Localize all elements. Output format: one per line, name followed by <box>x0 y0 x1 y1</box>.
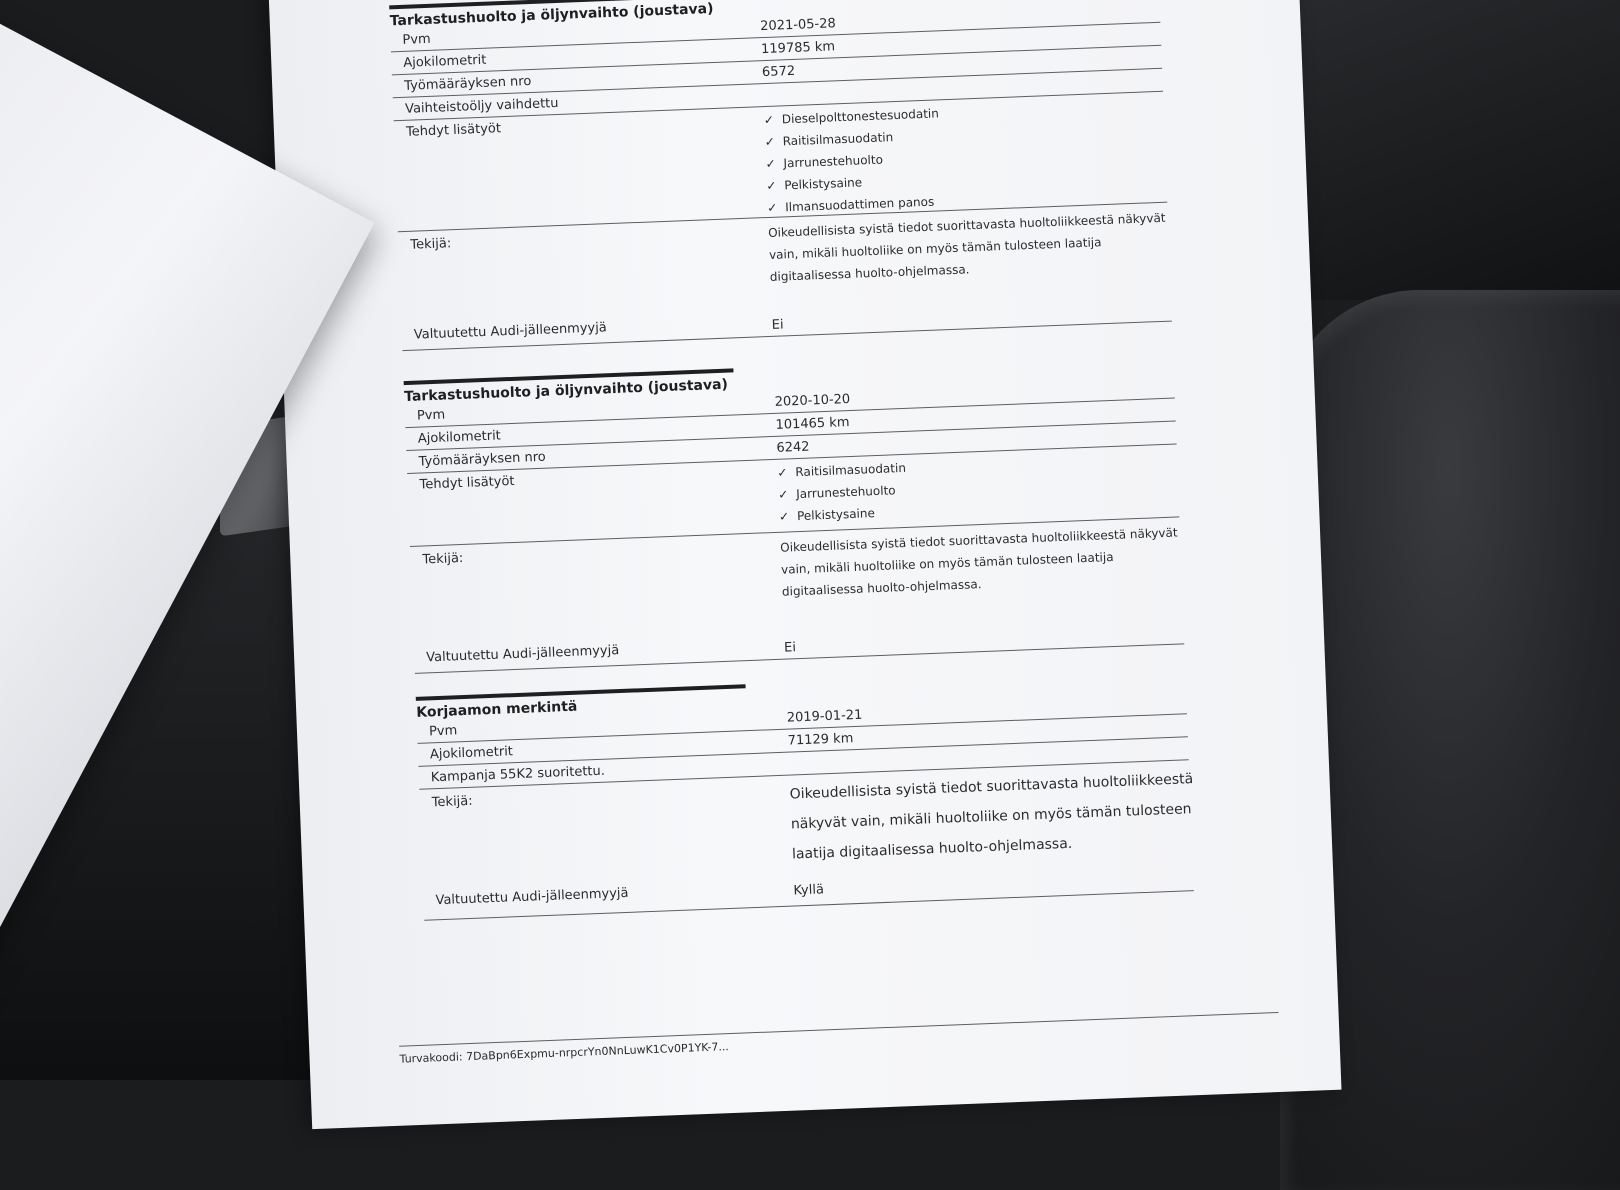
legal-note: Oikeudellisista syistä tiedot suorittavasta huoltoliikkeestä näkyvät vain, mikäli huoltoliike on myös tämän tulosteen laatija digitaalisessa huolto-ohjelmassa. <box>789 771 1194 863</box>
row-campaign: Kampanja 55K2 suoritettu. <box>418 737 1188 790</box>
authorized-dealer: Valtuutettu Audi-jälleenmyyjä Ei <box>401 295 1171 352</box>
works-list <box>777 461 908 532</box>
authorized-dealer: Valtuutettu Audi-jälleenmyyjä Ei <box>414 617 1184 674</box>
performer: Tekijä: Oikeudellisista syistä tiedot suorittavasta huoltoliikkeestä näkyvät vain, mikäli huoltoliike on myös tämän tulosteen laatija digitaalisessa huolto-ohjelmassa. <box>419 760 1192 889</box>
row-work-order: Työmääräyksen nro 6572 <box>392 46 1162 99</box>
works-list <box>764 106 943 223</box>
list-item: ✓ Jarrunestehuolto <box>777 483 896 502</box>
list-item: ✓ Raitisilmasuodatin <box>764 130 894 150</box>
security-code: Turvakoodi: 7DaBpn6Expmu-nrpcrYn0NnLuwK1Cv0P1YK-7... <box>399 1012 1279 1066</box>
section-title: Tarkastushuolto ja öljynvaihto (joustava) <box>389 0 720 29</box>
check-icon: ✓ <box>764 134 776 150</box>
row-mileage: Ajokilometrit 119785 km <box>391 23 1161 76</box>
check-icon: ✓ <box>777 487 789 502</box>
authorized-dealer: Valtuutettu Audi-jälleenmyyjä Kyllä <box>423 860 1194 921</box>
legal-note: Oikeudellisista syistä tiedot suorittavasta huoltoliikkeestä näkyvät vain, mikäli huoltoliike on myös tämän tulosteen laatija digitaalisessa huolto-ohjelmassa. <box>780 525 1178 599</box>
service-entry-1 <box>389 0 1172 351</box>
performer: Tekijä: Oikeudellisista syistä tiedot suorittavasta huoltoliikkeestä näkyvät vain, mikäli huoltoliike on myös tämän tulosteen laatija digitaalisessa huolto-ohjelmassa. <box>410 517 1183 646</box>
service-entry-2 <box>404 352 1185 674</box>
row-mileage: Ajokilometrit 71129 km <box>418 714 1188 767</box>
row-gear-oil: Vaihteistoöljy vaihdettu <box>393 69 1163 122</box>
row-date: Pvm 2019-01-21 <box>417 691 1187 744</box>
check-icon: ✓ <box>766 200 778 216</box>
row-date: Pvm 2021-05-28 <box>390 0 1160 52</box>
check-icon: ✓ <box>765 156 776 172</box>
row-date: Pvm 2020-10-20 <box>405 376 1175 429</box>
row-mileage: Ajokilometrit 101465 km <box>405 399 1175 452</box>
extra-works: Tehdyt lisätyöt ✓ Raitisilmasuodatin ✓ Jarrunestehuolto ✓ Pelkistysaine <box>407 444 1179 547</box>
list-item: ✓ Ilmansuodattimen panos <box>766 194 935 216</box>
section-title: Tarkastushuolto ja öljynvaihto (joustava) <box>404 368 735 405</box>
list-item: ✓ Pelkistysaine <box>766 175 863 194</box>
list-item: ✓ Dieselpolttonestesuodatin <box>763 106 940 128</box>
section-title: Korjaamon merkintä <box>416 684 747 721</box>
service-record-sheet <box>268 0 1341 1129</box>
legal-note: Oikeudellisista syistä tiedot suorittavasta huoltoliikkeestä näkyvät vain, mikäli huoltoliike on myös tämän tulosteen laatija digitaalisessa huolto-ohjelmassa. <box>767 210 1166 284</box>
service-entry-3 <box>416 667 1194 920</box>
list-item: ✓ Pelkistysaine <box>778 506 876 524</box>
row-work-order: Työmääräyksen nro 6242 <box>406 421 1176 474</box>
list-item: ✓ Jarrunestehuolto <box>765 152 884 172</box>
performer: Tekijä: Oikeudellisista syistä tiedot suorittavasta huoltoliikkeestä näkyvät vain, mikäli huoltoliike on myös tämän tulosteen laatija digitaalisessa huolto-ohjelmassa. <box>398 203 1171 324</box>
extra-works: Tehdyt lisätyöt ✓ Dieselpolttonestesuodatin ✓ Raitisilmasuodatin ✓ Jarrunestehuolto ✓ Pelkistysaine ✓ Ilmansuodattimen panos <box>394 92 1168 232</box>
list-item: ✓ Raitisilmasuodatin <box>777 460 907 480</box>
check-icon: ✓ <box>778 509 790 524</box>
check-icon: ✓ <box>763 112 775 128</box>
check-icon: ✓ <box>777 465 788 480</box>
check-icon: ✓ <box>766 178 777 194</box>
